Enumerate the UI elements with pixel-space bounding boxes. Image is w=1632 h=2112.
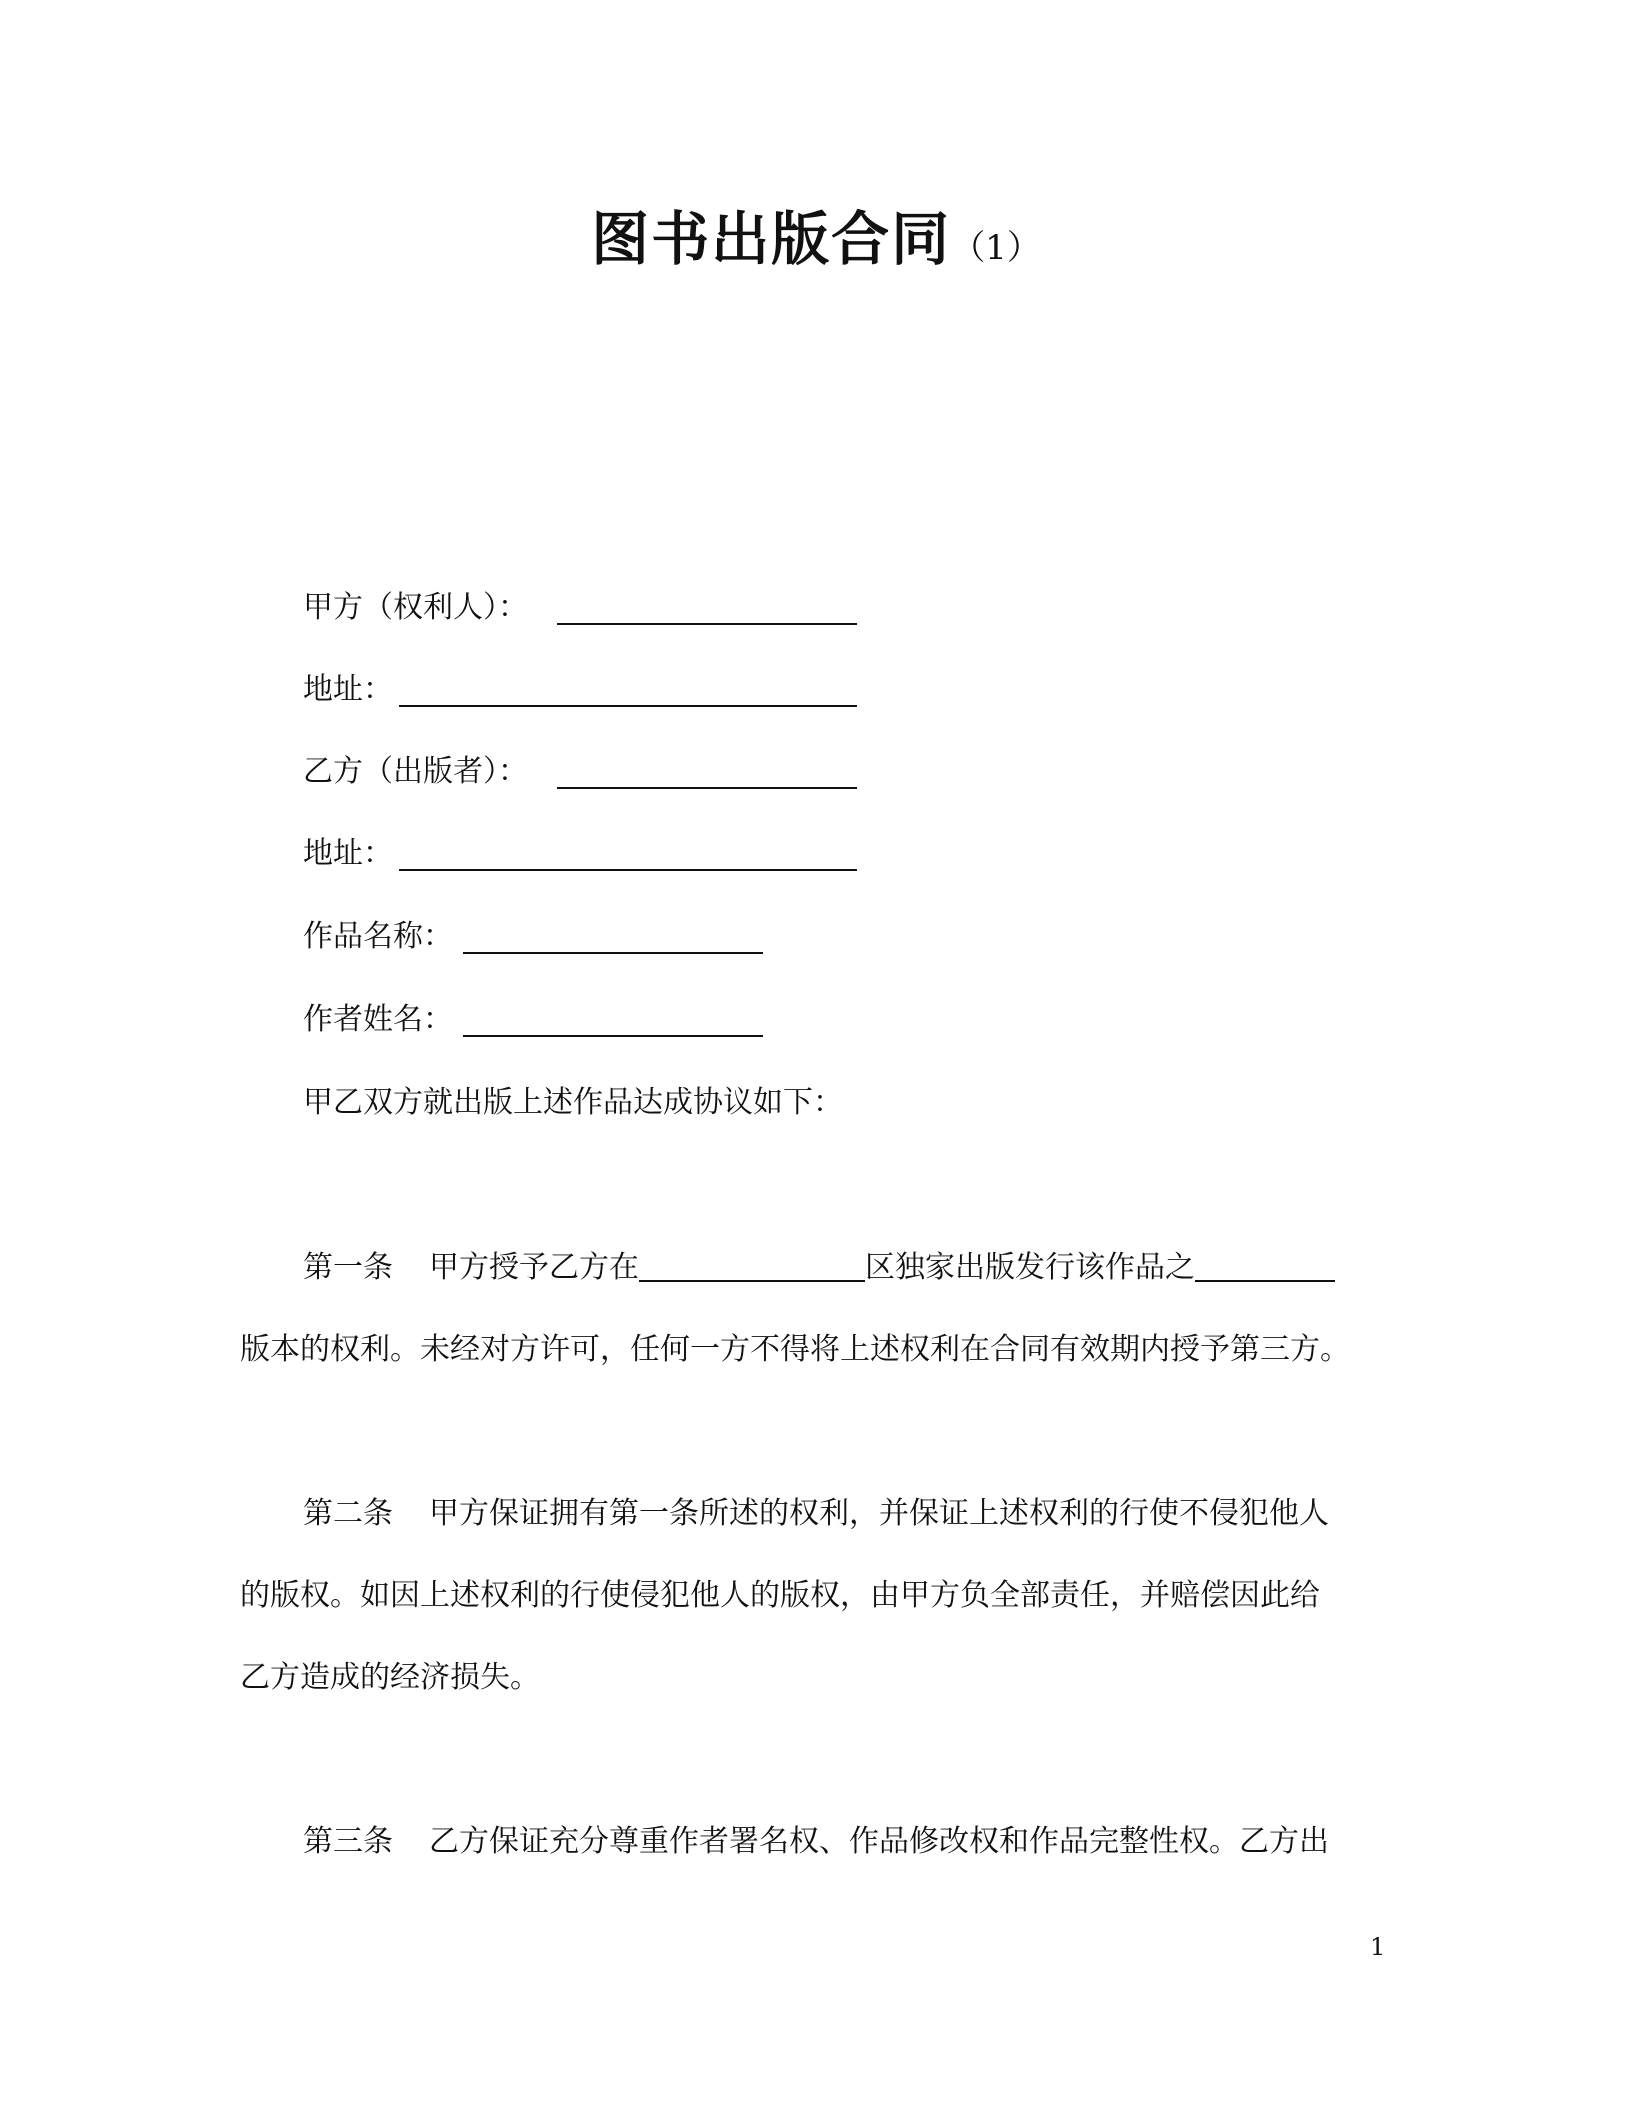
page-number: 1	[1370, 1933, 1386, 1961]
article-1-heading: 第一条	[303, 1250, 393, 1285]
field-work-title	[303, 917, 453, 957]
article-3-heading: 第三条	[303, 1824, 393, 1859]
field-label: 作品名称：	[303, 919, 453, 954]
field-party-b	[303, 752, 528, 792]
field-party-a	[303, 588, 528, 628]
party-a-blank	[557, 623, 857, 625]
title-text: 图书出版合同	[591, 205, 952, 273]
field-author-name	[303, 1000, 453, 1040]
author-name-blank	[463, 1035, 763, 1037]
field-label: 甲方（权利人）：	[303, 590, 528, 625]
article-3-line-1	[303, 1822, 1329, 1862]
title-suffix: （1）	[951, 228, 1041, 268]
article-2-text: 甲方保证拥有第一条所述的权利，并保证上述权利的行使不侵犯他人	[429, 1496, 1329, 1531]
article-2-line-2: 的版权。如因上述权利的行使侵犯他人的版权，由甲方负全部责任，并赔偿因此给	[240, 1578, 1320, 1613]
version-blank	[1195, 1248, 1335, 1282]
field-label: 地址：	[303, 836, 393, 871]
field-address-a	[303, 670, 393, 710]
article-1-line-2: 版本的权利。未经对方许可，任何一方不得将上述权利在合同有效期内授予第三方。	[240, 1332, 1350, 1367]
intro-text: 甲乙双方就出版上述作品达成协议如下：	[303, 1085, 843, 1120]
field-address-b	[303, 834, 393, 874]
field-label: 作者姓名：	[303, 1002, 453, 1037]
article-3-text: 乙方保证充分尊重作者署名权、作品修改权和作品完整性权。乙方出	[429, 1824, 1329, 1859]
document-title	[0, 192, 1632, 276]
region-blank	[639, 1248, 865, 1282]
party-b-blank	[557, 787, 857, 789]
field-label: 地址：	[303, 672, 393, 707]
article-2-heading: 第二条	[303, 1496, 393, 1531]
article-1-text-part-2: 区独家出版发行该作品之	[865, 1250, 1195, 1285]
work-title-blank	[463, 952, 763, 954]
field-label: 乙方（出版者）：	[303, 754, 528, 789]
article-1-line-1	[303, 1248, 1335, 1288]
article-1-text-part-1: 甲方授予乙方在	[429, 1250, 639, 1285]
article-2-line-3: 乙方造成的经济损失。	[240, 1660, 540, 1695]
address-b-blank	[399, 869, 857, 871]
address-a-blank	[399, 705, 857, 707]
article-2-line-1	[303, 1494, 1329, 1534]
